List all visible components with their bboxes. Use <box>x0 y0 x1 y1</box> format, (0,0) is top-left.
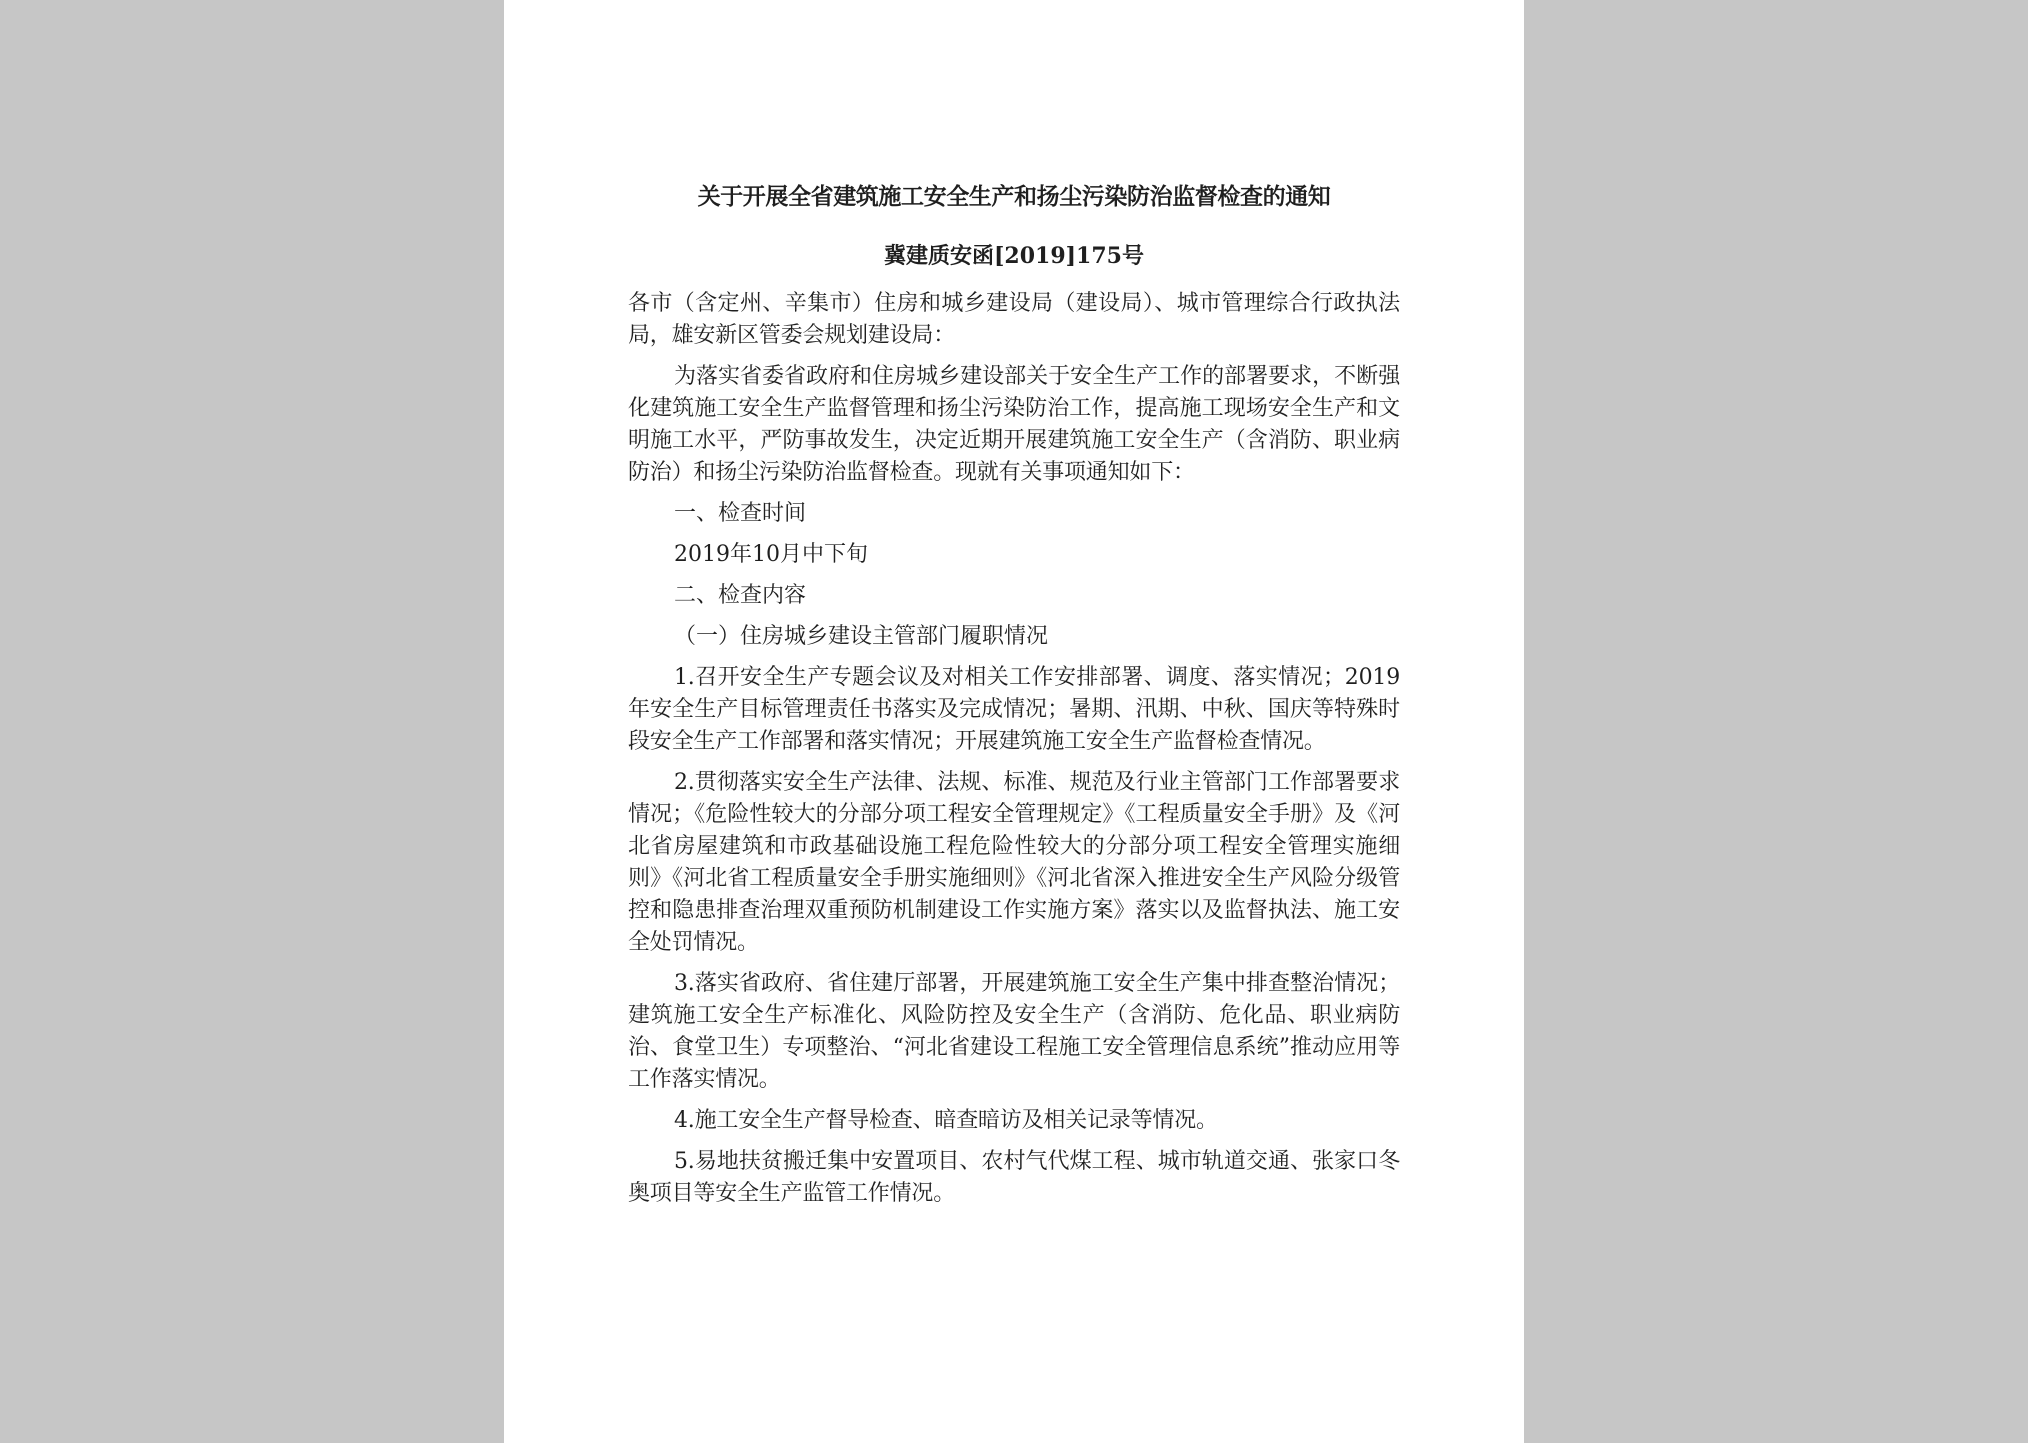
subsection-1-heading: （一）住房城乡建设主管部门履职情况 <box>674 624 1049 649</box>
list-item-3: 3.落实省政府、省住建厅部署，开展建筑施工安全生产集中排查整治情况；建筑施工安全生产标准化、风险防控及安全生产（含消防、危化品、职业病防治、食堂卫生）专项整治、“河北省建设工程施工安全管理信息系统”推动应用等工作落实情况。 <box>628 971 1400 1092</box>
addressee-paragraph: 各市（含定州、辛集市）住房和城乡建设局（建设局）、城市管理综合行政执法局，雄安新区管委会规划建设局： <box>628 291 1400 348</box>
section-1-heading: 一、检查时间 <box>674 501 807 526</box>
section-2-heading: 二、检查内容 <box>674 583 807 608</box>
list-item-2: 2.贯彻落实安全生产法律、法规、标准、规范及行业主管部门工作部署要求情况；《危险性较大的分部分项工程安全管理规定》《工程质量安全手册》及《河北省房屋建筑和市政基础设施工程危险性较大的分部分项工程安全管理实施细则》《河北省工程质量安全手册实施细则》《河北省深入推进安全生产风险分级管控和隐患排查治理双重预防机制建设工作实施方案》落实以及监督执法、施工安全处罚情况。 <box>628 770 1400 955</box>
document-number: 冀建质安函[2019]175号 <box>884 243 1144 269</box>
section-1-text: 2019年10月中下旬 <box>674 542 868 567</box>
document-title: 关于开展全省建筑施工安全生产和扬尘污染防治监督检查的通知 <box>697 183 1331 210</box>
intro-paragraph: 为落实省委省政府和住房城乡建设部关于安全生产工作的部署要求，不断强化建筑施工安全生产监督管理和扬尘污染防治工作，提高施工现场安全生产和文明施工水平，严防事故发生，决定近期开展建筑施工安全生产（含消防、职业病防治）和扬尘污染防治监督检查。现就有关事项通知如下： <box>628 364 1400 485</box>
list-item-4: 4.施工安全生产督导检查、暗查暗访及相关记录等情况。 <box>674 1108 1218 1133</box>
document-page <box>504 0 1524 1443</box>
list-item-1: 1.召开安全生产专题会议及对相关工作安排部署、调度、落实情况；2019年安全生产目标管理责任书落实及完成情况；暑期、汛期、中秋、国庆等特殊时段安全生产工作部署和落实情况；开展建筑施工安全生产监督检查情况。 <box>628 665 1400 754</box>
list-item-5: 5.易地扶贫搬迁集中安置项目、农村气代煤工程、城市轨道交通、张家口冬奥项目等安全生产监管工作情况。 <box>628 1149 1400 1206</box>
